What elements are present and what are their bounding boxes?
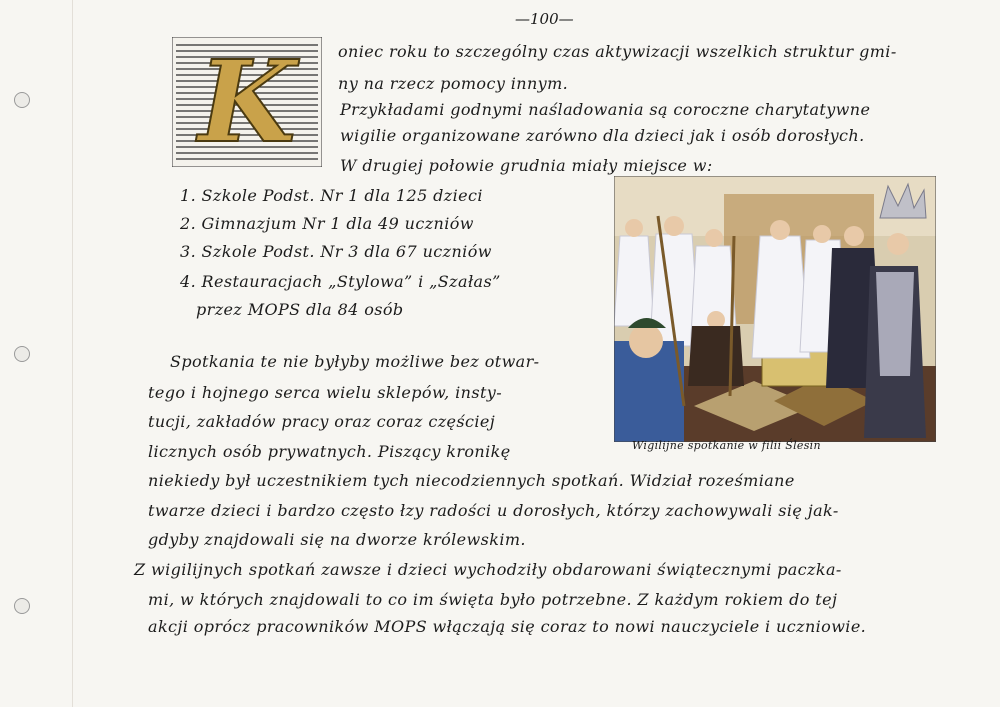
list-item: 2. Gimnazjum Nr 1 dla 49 uczniów	[180, 214, 474, 233]
text-line: licznych osób prywatnych. Piszący kronikę	[148, 442, 511, 461]
text-line: Przykładami godnymi naśladowania są coroczne charytatywne	[340, 100, 871, 119]
page-number: —100—	[515, 10, 574, 28]
list-item: 3. Szkole Podst. Nr 3 dla 67 uczniów	[180, 242, 492, 261]
text-line: W drugiej połowie grudnia miały miejsce w:	[340, 156, 713, 175]
text-line: gdyby znajdowali się na dworze królewskim.	[148, 530, 526, 549]
binder-hole	[14, 346, 30, 362]
list-item: 4. Restauracjach „Stylowa” i „Szałas”	[180, 272, 501, 291]
photo-caption: Wigilijne spotkanie w filii Ślesin	[632, 439, 821, 452]
drop-cap-initial	[172, 37, 322, 167]
text-line: mi, w których znajdowali to co im święta było potrzebne. Z każdym rokiem do tej	[148, 590, 838, 609]
text-line: twarze dzieci i bardzo często łzy radości u dorosłych, którzy zachowywali się jak-	[148, 501, 839, 520]
list-item-tail: przez MOPS dla 84 osób	[196, 300, 404, 319]
christmas-eve-photo	[614, 176, 936, 442]
text-line: oniec roku to szczególny czas aktywizacji wszelkich struktur gmi-	[338, 42, 897, 61]
text-line: akcji oprócz pracowników MOPS włączają się coraz to nowi nauczyciele i uczniowie.	[148, 617, 867, 636]
text-line: niekiedy był uczestnikiem tych niecodziennych spotkań. Widział roześmiane	[148, 471, 795, 490]
list-item: 1. Szkole Podst. Nr 1 dla 125 dzieci	[180, 186, 483, 205]
text-line: Spotkania te nie byłyby możliwe bez otwar-	[170, 352, 540, 371]
text-line: tucji, zakładów pracy oraz coraz częściej	[148, 412, 496, 431]
binder-hole	[14, 598, 30, 614]
text-line: tego i hojnego serca wielu sklepów, insty-	[148, 383, 503, 402]
text-line: ny na rzecz pomocy innym.	[338, 74, 569, 93]
margin-rule	[72, 0, 73, 707]
text-line: wigilie organizowane zarówno dla dzieci jak i osób dorosłych.	[340, 126, 865, 145]
binder-hole	[14, 92, 30, 108]
drop-cap-letter: K	[198, 37, 296, 167]
text-line: Z wigilijnych spotkań zawsze i dzieci wychodziły obdarowani świątecznymi paczka-	[134, 560, 842, 579]
